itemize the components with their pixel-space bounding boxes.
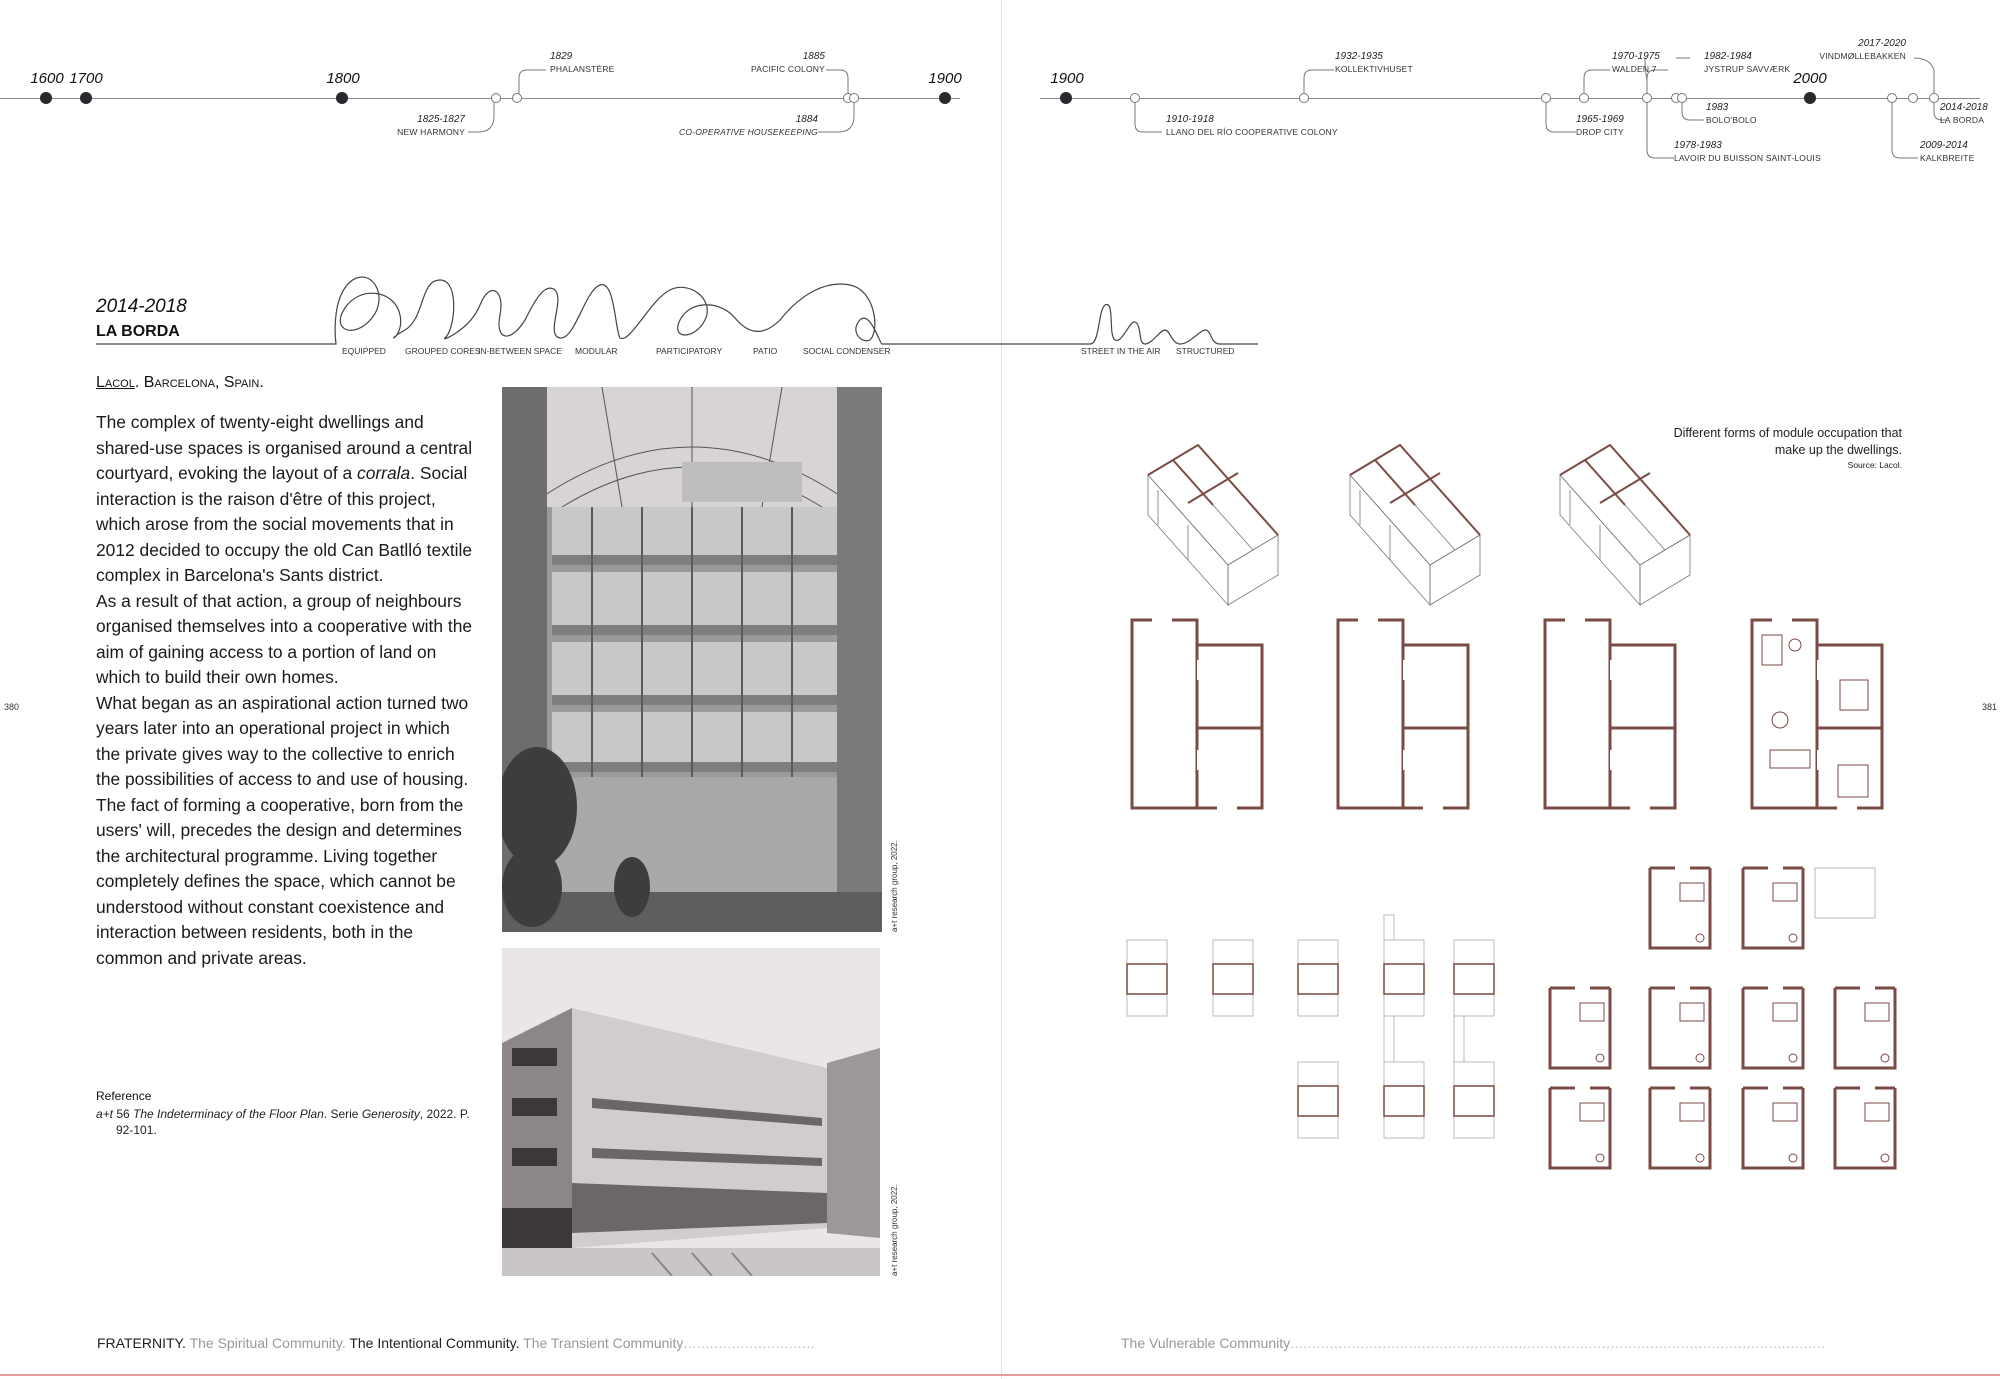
timeline-year: 1700: [69, 70, 103, 87]
courtyard-photo: [502, 387, 882, 932]
page-number-right: 381: [1982, 702, 1998, 712]
footer-leader-dots: ..........................................................................................................................: [1290, 1335, 1826, 1351]
timeline-event: 1825-1827 NEW HARMONY: [397, 114, 465, 137]
attribute-tag: PARTICIPATORY: [656, 346, 723, 356]
paragraph: What began as an aspirational action turned two years later into an operational project in which the private gives way to the collective to enrich the possibilities of access to and use of housing.: [96, 692, 469, 789]
reference-text: a+t 56 The Indeterminacy of the Floor Plan. Serie Generosity, 2022. P. 92-101.: [96, 1107, 470, 1137]
footer-section: The Transient Community: [523, 1335, 684, 1351]
project-title: LA BORDA: [96, 323, 180, 340]
footer-leader-dots: ..............................: [683, 1335, 816, 1351]
attribute-tag: STRUCTURED: [1176, 346, 1235, 356]
footer-chapter: FRATERNITY.: [97, 1335, 190, 1351]
timeline-event: 1983 BOLO'BOLO: [1706, 102, 1757, 125]
section-footer-left: [97, 1335, 815, 1351]
timeline-year: 1600: [30, 70, 64, 87]
timeline-event: 2009-2014 KALKBREITE: [1920, 140, 1975, 163]
footer-section: The Vulnerable Community: [1121, 1335, 1291, 1351]
photo-credit: a+t research group, 2022.: [890, 840, 899, 932]
attribute-tag: MODULAR: [575, 346, 618, 356]
project-dates: 2014-2018: [96, 296, 187, 317]
reference-label: Reference: [96, 1089, 152, 1103]
drawing-caption: Different forms of module occupation that make up the dwellings. Source: Lacol.: [1640, 425, 1902, 471]
architect-name: Lacol: [96, 374, 135, 391]
footer-section-current: The Intentional Community.: [349, 1335, 524, 1351]
timeline-year: 2000: [1793, 70, 1827, 87]
timeline-event: 2014-2018 LA BORDA: [1940, 102, 1988, 125]
attribute-tag: EQUIPPED: [342, 346, 386, 356]
timeline-event: 1978-1983 LAVOIR DU BUISSON SAINT-LOUIS: [1674, 140, 1821, 163]
module-drawings: [1100, 420, 1900, 1180]
timeline-event: 1932-1935 KOLLEKTIVHUSET: [1335, 51, 1413, 74]
timeline-year: 1900: [1050, 70, 1084, 87]
street-facade-photo: [502, 948, 880, 1276]
attribute-tag: GROUPED CORES: [405, 346, 481, 356]
paragraph: The complex of twenty-eight dwellings and shared-use spaces is organised around a central courtyard, evoking the layout of a corrala. Social interaction is the raison d'être of this project, which arose from the social movements that in 2012 decided to occupy the old Can Batlló textile complex in Barcelona's Sants district.: [96, 412, 473, 585]
attribute-tag: IN-BETWEEN SPACE: [478, 346, 562, 356]
timeline-leaders-right: [1000, 0, 2000, 170]
timeline-event: 1910-1918 LLANO DEL RÍO COOPERATIVE COLONY: [1166, 114, 1338, 137]
attribute-scribble-line: [0, 260, 1270, 350]
attribute-tag: PATIO: [753, 346, 778, 356]
paragraph: The fact of forming a cooperative, born from the users' will, precedes the design and determines the architectural programme. Living together completely defines the space, which cannot be understood without constant coexistence and interaction between residents, both in the common and private areas.: [96, 794, 464, 968]
caption-source: Source: Lacol.: [1847, 460, 1902, 470]
timeline-event: 1829 PHALANSTÈRE: [550, 51, 615, 74]
page-spine: [1001, 0, 1002, 1379]
attribute-tag: STREET IN THE AIR: [1081, 346, 1161, 356]
timeline-leaders-left: [0, 0, 1000, 150]
body-text: [96, 410, 476, 971]
attribute-tag: SOCIAL CONDENSER: [803, 346, 891, 356]
timeline-year: 1800: [326, 70, 360, 87]
photo-credit: a+t research group, 2022.: [890, 1184, 899, 1276]
bottom-rule: [0, 1374, 2000, 1376]
paragraph: As a result of that action, a group of neighbours organised themselves into a cooperative with the aim of gaining access to a portion of land on which to build their own homes.: [96, 590, 473, 687]
timeline-event: 1970-1975 WALDEN 7: [1612, 51, 1660, 74]
project-byline: [96, 374, 264, 392]
page-number-left: 380: [4, 702, 20, 712]
timeline-year: 1900: [928, 70, 962, 87]
section-footer-right: [1121, 1335, 1826, 1351]
timeline-event: 2017-2020 VINDMØLLEBAKKEN: [1819, 38, 1906, 61]
timeline-event: 1965-1969 DROP CITY: [1576, 114, 1624, 137]
timeline-event: 1885 PACIFIC COLONY: [751, 51, 825, 74]
project-location: . Barcelona, Spain.: [134, 374, 264, 391]
timeline-event: 1982-1984 JYSTRUP SAVVÆRK: [1704, 51, 1791, 74]
timeline-event: 1884 CO-OPERATIVE HOUSEKEEPING: [679, 114, 818, 137]
footer-section: The Spiritual Community.: [189, 1335, 350, 1351]
